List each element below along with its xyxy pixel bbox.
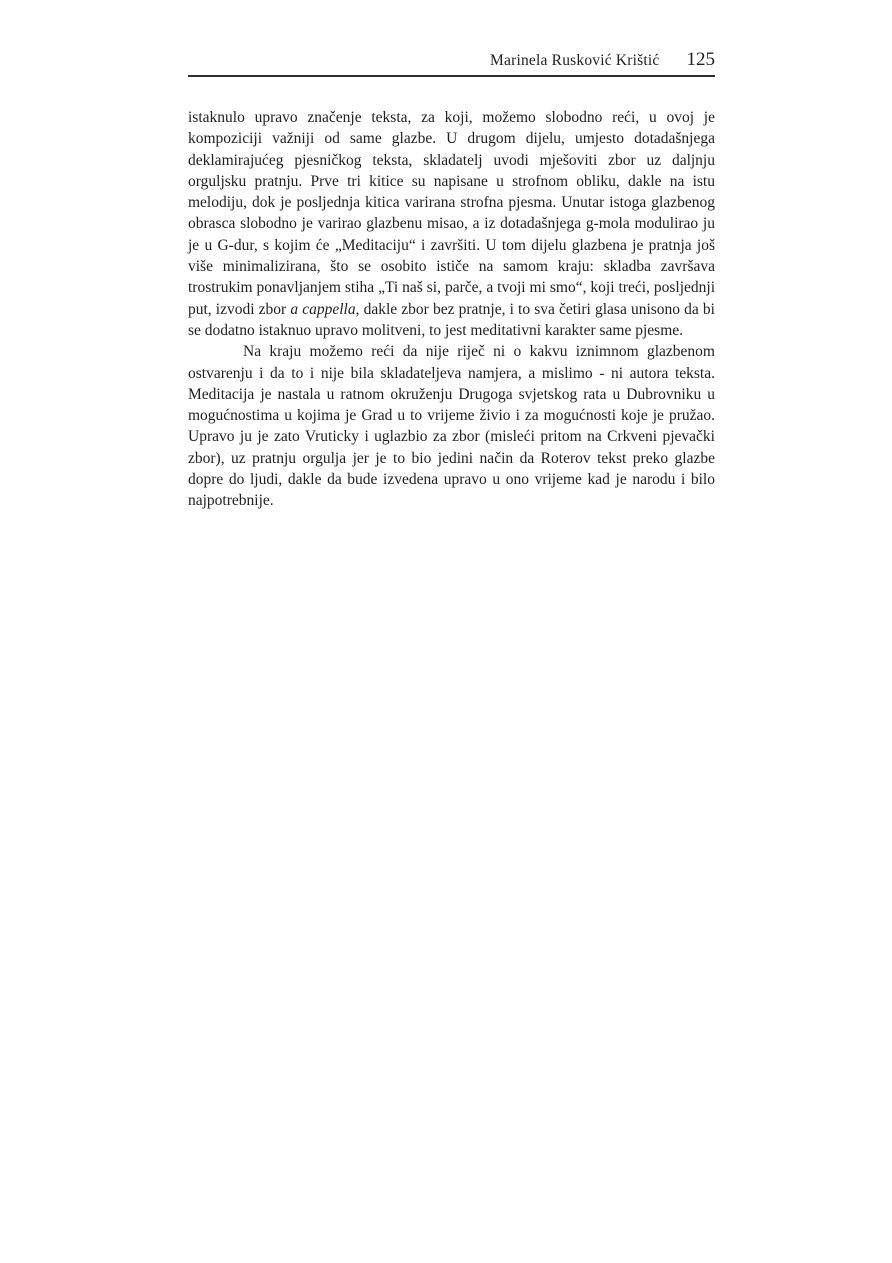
paragraph-1-text-before: istaknulo upravo značenje teksta, za koji, možemo slobodno reći, u ovoj je kompoziciji važniji od same glazbe. U drugom dijelu, umjesto dotadašnjega deklamirajućeg pjesničkog teksta, skladatelj uvodi mješoviti zbor uz daljnju orguljsku pratnju. Prve tri kitice su napisane u strofnom obliku, dakle na istu melodiju, dok je posljednja kitica varirana strofna pjesma. Unutar istoga glazbenog obrasca slobodno je varirao glazbenu misao, a iz dotadašnjega g-mola modulirao ju je u G-dur, s kojim će „Meditaciju“ i završiti. U tom dijelu glazbena je pratnja još više minimalizirana, što se osobito ističe na samom kraju: skladba završava trostrukim ponavljanjem stiha „Ti naš si, parče, a tvoji mi smo“, koji treći, posljednji put, izvodi zbor [188,109,715,318]
paragraph-2: Na kraju možemo reći da nije riječ ni o kakvu iznimnom glazbenom ostvarenju i da to i nije bila skladateljeva namjera, a mislimo - ni autora teksta. Meditacija je nastala u ratnom okruženju Drugoga svjetskog rata u Dubrovniku u mogućnostima u kojima je Grad u to vrijeme živio i za mogućnosti koje je pružao. Upravo ju je zato Vruticky i uglazbio za zbor (misleći pritom na Crkveni pjevački zbor), uz pratnju orgulja jer je to bio jedini način da Roterov tekst preko glazbe dopre do ljudi, dakle da bude izvedena upravo u ono vrijeme kad je narodu i bilo najpotrebnije. [188,343,715,510]
running-head-author: Marinela Rusković Krištić [490,52,660,69]
paragraph-1 [188,107,715,341]
paragraph-1-text-after: , dakle zbor bez pratnje, i to sva četiri glasa unisono da bi se dodatno istaknuo upravo molitveni, to jest meditativni karakter same pjesme. [188,300,715,339]
page-number: 125 [686,49,715,70]
running-head [188,50,715,77]
text-block [188,50,715,512]
italic-phrase-a-cappella: a cappella [290,300,356,318]
article-body [188,107,715,512]
